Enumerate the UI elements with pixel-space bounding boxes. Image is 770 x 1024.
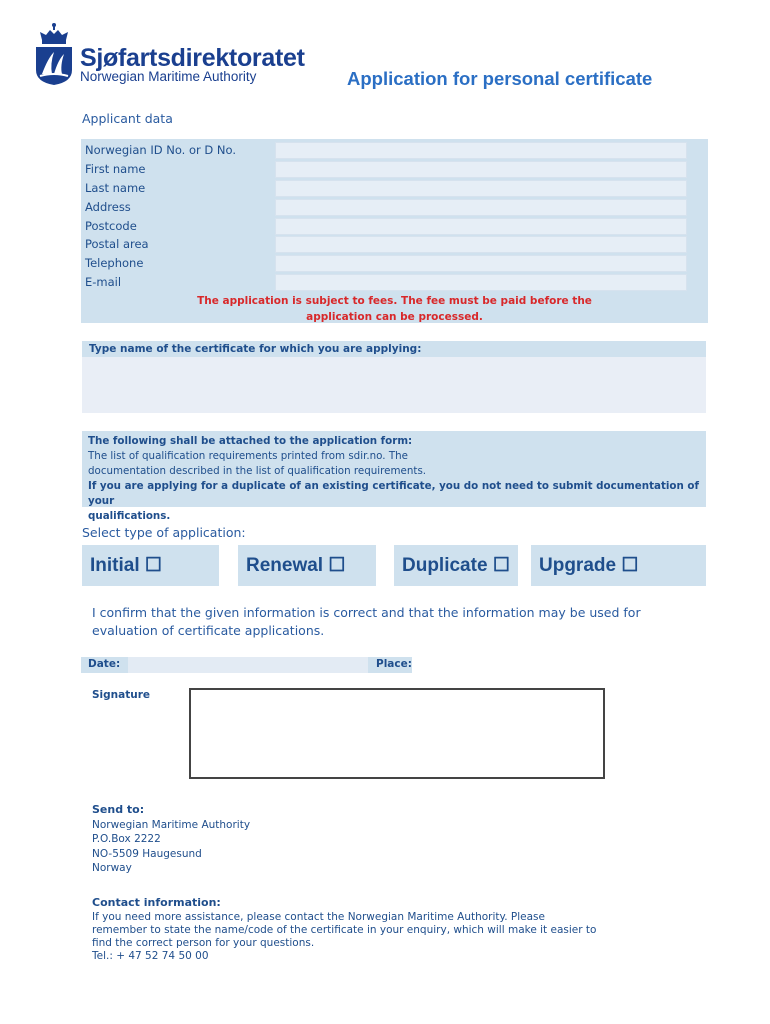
send-to-line: Norwegian Maritime Authority [92,818,251,831]
send-to-section [92,803,250,876]
postcode-field[interactable] [275,218,687,235]
option-duplicate[interactable] [394,545,518,586]
field-label-postcode: Postcode [85,219,137,233]
last-name-field[interactable] [275,180,687,197]
fee-note-line1: The application is subject to fees. The fee must be paid before the [197,295,592,307]
id-number-field[interactable] [275,142,687,159]
attachments-heading: The following shall be attached to the application form: [88,435,413,447]
document-title: Application for personal certificate [347,68,653,89]
attachments-line2: documentation described in the list of qualification requirements. [88,465,427,477]
certificate-heading: Type name of the certificate for which you are applying: [82,341,706,357]
field-label-id: Norwegian ID No. or D No. [85,143,237,157]
applicant-panel [81,139,708,323]
contact-heading: Contact information: [92,896,221,909]
signature-box[interactable] [189,688,605,779]
send-to-line: NO-5509 Haugesund [92,847,202,860]
send-to-line: P.O.Box 2222 [92,833,161,845]
applicant-heading: Applicant data [82,111,173,126]
contact-line: remember to state the name/code of the certificate in your enquiry, which will make it easier to [92,923,597,936]
duplicate-note-line1: If you are applying for a duplicate of an existing certificate, you do not need to submit documentation of your [88,480,699,507]
option-renewal[interactable] [238,545,376,586]
field-label-telephone: Telephone [85,256,144,270]
contact-section [92,896,596,963]
attachments-panel [82,431,706,522]
logo-name: Sjøfartsdirektoratet [80,44,305,72]
crown-and-shield-emblem-icon [34,22,74,86]
contact-line: find the correct person for your questions. [92,936,315,949]
place-label: Place: [376,658,412,670]
application-type-heading: Select type of application: [82,525,246,540]
option-upgrade[interactable] [531,545,706,586]
first-name-field[interactable] [275,161,687,178]
fee-note-line2: application can be processed. [306,311,483,323]
certificate-name-field[interactable] [82,357,706,413]
checkbox-icon[interactable]: ☐ [328,555,346,576]
field-label-first-name: First name [85,162,146,176]
postal-area-field[interactable] [275,236,687,253]
duplicate-note-line2: qualifications. [88,510,171,522]
email-field[interactable] [275,274,687,291]
address-field[interactable] [275,199,687,216]
field-label-postal-area: Postal area [85,237,149,251]
field-label-address: Address [85,200,131,214]
option-initial[interactable] [82,545,219,586]
option-initial-label: Initial [90,555,140,576]
logo-subtitle: Norwegian Maritime Authority [80,69,257,84]
confirmation-line1: I confirm that the given information is correct and that the information may be used for [92,605,641,620]
date-field[interactable] [128,657,368,673]
checkbox-icon[interactable]: ☐ [144,555,162,576]
checkbox-icon[interactable]: ☐ [621,555,639,576]
option-upgrade-label: Upgrade [539,555,617,576]
checkbox-icon[interactable]: ☐ [492,555,510,576]
option-renewal-label: Renewal [246,555,324,576]
contact-phone: Tel.: + 47 52 74 50 00 [92,949,209,962]
telephone-field[interactable] [275,255,687,272]
confirmation-line2: evaluation of certificate applications. [92,623,325,638]
fee-note [81,293,708,325]
send-to-line: Norway [92,862,132,874]
signature-label: Signature [92,689,151,701]
attachments-line1: The list of qualification requirements printed from sdir.no. The [88,450,408,462]
field-label-email: E-mail [85,275,122,289]
confirmation-text [92,604,692,640]
send-to-heading: Send to: [92,803,145,816]
field-label-last-name: Last name [85,181,146,195]
option-duplicate-label: Duplicate [402,555,488,576]
contact-line: If you need more assistance, please contact the Norwegian Maritime Authority. Please [92,910,545,923]
date-label: Date: [88,658,121,670]
